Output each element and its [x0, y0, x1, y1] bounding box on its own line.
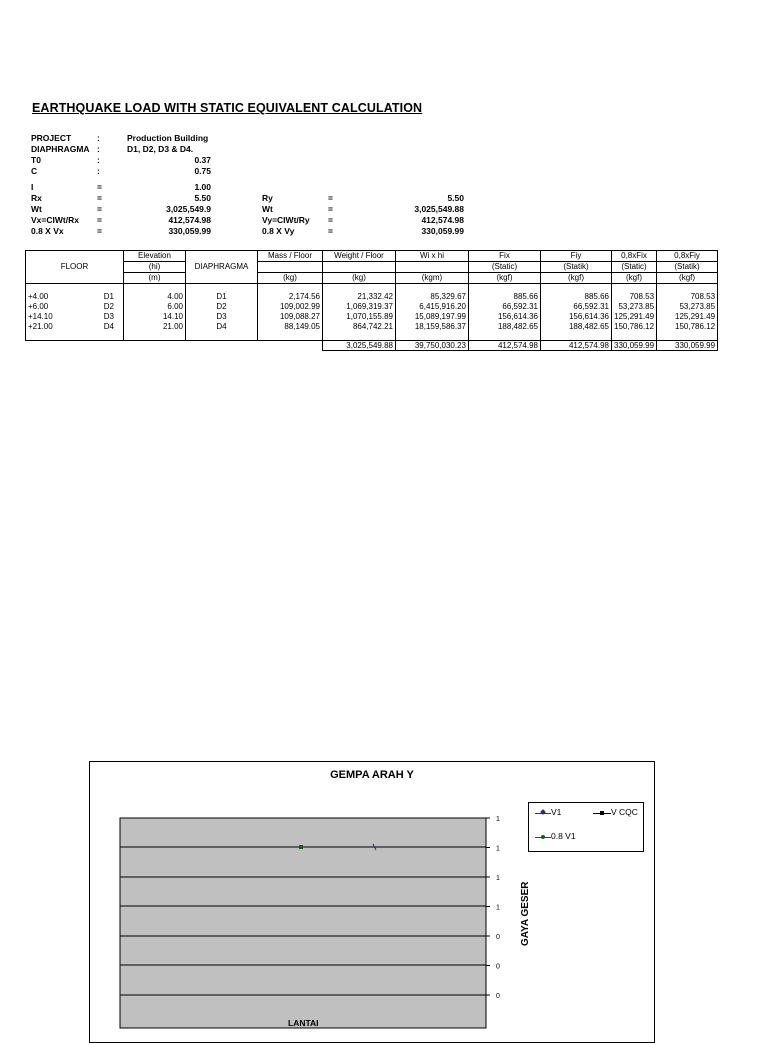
diaphragma-cell: D4	[186, 322, 258, 332]
totals-empty	[124, 341, 186, 351]
info-key: T0	[31, 155, 41, 165]
legend-label-08v1: 0.8 V1	[551, 831, 576, 841]
param-row	[262, 226, 472, 237]
legend-line-v1-icon	[535, 810, 551, 816]
legend-label-v1: V1	[551, 807, 562, 817]
param-key: Wt	[262, 204, 273, 214]
weight-cell: 1,069,319.37	[323, 302, 396, 312]
floor-diaphragm: D1	[103, 292, 114, 301]
params-x	[31, 182, 231, 237]
fix-cell: 66,592.31	[469, 302, 541, 312]
weight-cell: 864,742.21	[323, 322, 396, 332]
elevation-sub: (hi)	[124, 262, 186, 273]
weight-cell: 21,332.42	[323, 292, 396, 302]
vcqc-marker	[299, 845, 303, 849]
page-title: EARTHQUAKE LOAD WITH STATIC EQUIVALENT CALCULATION	[32, 101, 423, 115]
weight-cell: 1,070,155.89	[323, 312, 396, 322]
table-row	[26, 302, 718, 312]
elevation-cell: 4.00	[124, 292, 186, 302]
weight-header: Weight / Floor	[323, 251, 396, 262]
param-row	[31, 226, 231, 237]
fix-header: Fix	[469, 251, 541, 262]
diaphragma-cell: D2	[186, 302, 258, 312]
fix-cell: 885.66	[469, 292, 541, 302]
elevation-cell: 14.10	[124, 312, 186, 322]
info-key: C	[31, 166, 38, 176]
fix08-cell: 53,273.85	[612, 302, 657, 312]
param-sep: =	[97, 193, 102, 203]
fiy08-cell: 150,786.12	[657, 322, 718, 332]
info-row-c	[31, 166, 231, 177]
totals-row	[26, 341, 718, 351]
mass-header: Mass / Floor	[258, 251, 323, 262]
wixhi-cell: 6,415,916.20	[396, 302, 469, 312]
legend-line-vcqc-icon	[593, 810, 611, 816]
info-sep: :	[97, 166, 100, 176]
mass-cell: 109,088.27	[258, 312, 323, 322]
info-key: PROJECT	[31, 133, 72, 143]
total-wixhi: 39,750,030.23	[396, 341, 469, 351]
legend-item-v1	[535, 807, 561, 817]
fiy-unit: (kgf)	[541, 273, 612, 284]
floor-diaphragm: D4	[103, 322, 114, 331]
floor-header: FLOOR	[26, 251, 124, 284]
fix08-unit: (kgf)	[612, 273, 657, 284]
y-tick-label: 0	[496, 993, 500, 1000]
floor-level: +4.00	[28, 292, 49, 301]
param-row	[31, 204, 231, 215]
legend-item-08v1	[535, 831, 576, 841]
chart-title: GEMPA ARAH Y	[330, 769, 414, 781]
info-row-t0	[31, 155, 231, 166]
fiy08-header: 0,8xFiy	[657, 251, 718, 262]
params-y	[262, 193, 472, 237]
project-info	[31, 133, 231, 177]
param-value: 5.50	[194, 193, 211, 203]
x-axis-label: LANTAI	[288, 1018, 319, 1028]
floor-level: +14.10	[28, 312, 53, 321]
param-sep: =	[97, 215, 102, 225]
y-tick-label: 0	[496, 963, 500, 971]
param-row	[262, 193, 472, 204]
wixhi-cell: 18,159,586.37	[396, 322, 469, 332]
fiy-sub: (Statik)	[541, 262, 612, 273]
param-value: 412,574.98	[168, 215, 211, 225]
param-key: I	[31, 182, 34, 192]
info-value: 0.37	[194, 155, 211, 165]
fix-cell: 156,614.36	[469, 312, 541, 322]
info-value: Production Building	[127, 133, 209, 143]
wixhi-unit: (kgm)	[396, 273, 469, 284]
weight-sub	[323, 262, 396, 273]
info-row-project	[31, 133, 231, 144]
fix-sub: (Static)	[469, 262, 541, 273]
param-row	[31, 193, 231, 204]
load-table	[25, 250, 718, 351]
elevation-cell: 21.00	[124, 322, 186, 332]
fix-unit: (kgf)	[469, 273, 541, 284]
fiy-cell: 188,482.65	[541, 322, 612, 332]
legend-label-vcqc: V CQC	[611, 807, 638, 817]
floor-cell	[26, 292, 124, 302]
total-weight: 3,025,549.88	[323, 341, 396, 351]
param-key: 0.8 X Vx	[31, 226, 64, 236]
wixhi-header: Wi x hi	[396, 251, 469, 262]
fiy08-sub: (Statik)	[657, 262, 718, 273]
floor-cell	[26, 322, 124, 332]
totals-empty	[186, 341, 258, 351]
legend-line-08v1-icon	[535, 834, 551, 840]
header-row-2	[26, 262, 718, 273]
y-axis-label: GAYA GESER	[520, 881, 531, 946]
floor-diaphragm: D2	[103, 302, 114, 311]
fix08-cell: 125,291.49	[612, 312, 657, 322]
fix-cell: 188,482.65	[469, 322, 541, 332]
info-row-diaphragma	[31, 144, 231, 155]
param-value: 3,025,549.88	[414, 204, 464, 214]
mass-sub	[258, 262, 323, 273]
fix08-cell: 150,786.12	[612, 322, 657, 332]
fiy-cell: 156,614.36	[541, 312, 612, 322]
table-row	[26, 292, 718, 302]
totals-empty	[26, 341, 124, 351]
floor-level: +6.00	[28, 302, 49, 311]
wixhi-cell: 15,089,197.99	[396, 312, 469, 322]
total-fix08: 330,059.99	[612, 341, 657, 351]
param-row	[262, 215, 472, 226]
param-key: Rx	[31, 193, 42, 203]
param-key: Wt	[31, 204, 42, 214]
info-value: D1, D2, D3 & D4.	[127, 144, 194, 154]
fiy08-cell: 53,273.85	[657, 302, 718, 312]
y-tick-labels	[486, 816, 500, 1000]
mass-cell: 2,174.56	[258, 292, 323, 302]
header-row-1	[26, 251, 718, 262]
fiy08-cell: 125,291.49	[657, 312, 718, 322]
fix08-header: 0,8xFix	[612, 251, 657, 262]
param-value: 412,574.98	[421, 215, 464, 225]
param-sep: =	[328, 226, 333, 236]
fix08-cell: 708.53	[612, 292, 657, 302]
param-key: 0.8 X Vy	[262, 226, 295, 236]
spacer-row	[26, 284, 718, 293]
info-key: DIAPHRAGMA	[31, 144, 90, 154]
param-row	[31, 182, 231, 193]
fiy-cell: 66,592.31	[541, 302, 612, 312]
totals-empty	[258, 341, 323, 351]
y-tick-label: 1	[496, 904, 500, 912]
mass-cell: 109,002.99	[258, 302, 323, 312]
param-value: 330,059.99	[168, 226, 211, 236]
fiy08-unit: (kgf)	[657, 273, 718, 284]
fiy-cell: 885.66	[541, 292, 612, 302]
total-fiy08: 330,059.99	[657, 341, 718, 351]
param-value: 330,059.99	[421, 226, 464, 236]
spacer-row	[26, 332, 718, 341]
floor-level: +21.00	[28, 322, 53, 331]
param-key: Vx=CIWt/Rx	[31, 215, 79, 225]
param-sep: =	[97, 204, 102, 214]
param-key: Vy=CIWt/Ry	[262, 215, 310, 225]
param-row	[31, 215, 231, 226]
diaphragma-cell: D1	[186, 292, 258, 302]
floor-cell	[26, 302, 124, 312]
mass-unit: (kg)	[258, 273, 323, 284]
elevation-header: Elevation	[124, 251, 186, 262]
mass-cell: 88,149.05	[258, 322, 323, 332]
legend-item-vcqc	[593, 807, 638, 817]
shear-chart	[89, 761, 655, 1043]
diaphragma-cell: D3	[186, 312, 258, 322]
y-tick-label: 0	[496, 934, 500, 941]
elevation-cell: 6.00	[124, 302, 186, 312]
param-sep: =	[328, 204, 333, 214]
param-value: 5.50	[447, 193, 464, 203]
chart-legend	[528, 802, 644, 852]
total-fiy: 412,574.98	[541, 341, 612, 351]
param-value: 3,025,549.9	[166, 204, 211, 214]
fiy08-cell: 708.53	[657, 292, 718, 302]
table-row	[26, 312, 718, 322]
y-tick-label: 1	[496, 816, 500, 823]
param-sep: =	[328, 215, 333, 225]
info-value: 0.75	[194, 166, 211, 176]
weight-unit: (kg)	[323, 273, 396, 284]
info-sep: :	[97, 133, 100, 143]
param-sep: =	[97, 182, 102, 192]
table-row	[26, 322, 718, 332]
info-sep: :	[97, 155, 100, 165]
plot-area	[120, 818, 486, 1028]
y-tick-label: 1	[496, 845, 500, 853]
floor-cell	[26, 312, 124, 322]
param-row	[262, 204, 472, 215]
y-tick-label: 1	[496, 875, 500, 882]
fiy-header: Fiy	[541, 251, 612, 262]
elevation-unit: (m)	[124, 273, 186, 284]
info-sep: :	[97, 144, 100, 154]
floor-diaphragm: D3	[103, 312, 114, 321]
param-sep: =	[328, 193, 333, 203]
diaphragma-header: DIAPHRAGMA	[186, 251, 258, 284]
fix08-sub: (Static)	[612, 262, 657, 273]
total-fix: 412,574.98	[469, 341, 541, 351]
param-key: Ry	[262, 193, 273, 203]
param-sep: =	[97, 226, 102, 236]
wixhi-cell: 85,329.67	[396, 292, 469, 302]
header-row-3	[26, 273, 718, 284]
wixhi-sub	[396, 262, 469, 273]
param-value: 1.00	[194, 182, 211, 192]
